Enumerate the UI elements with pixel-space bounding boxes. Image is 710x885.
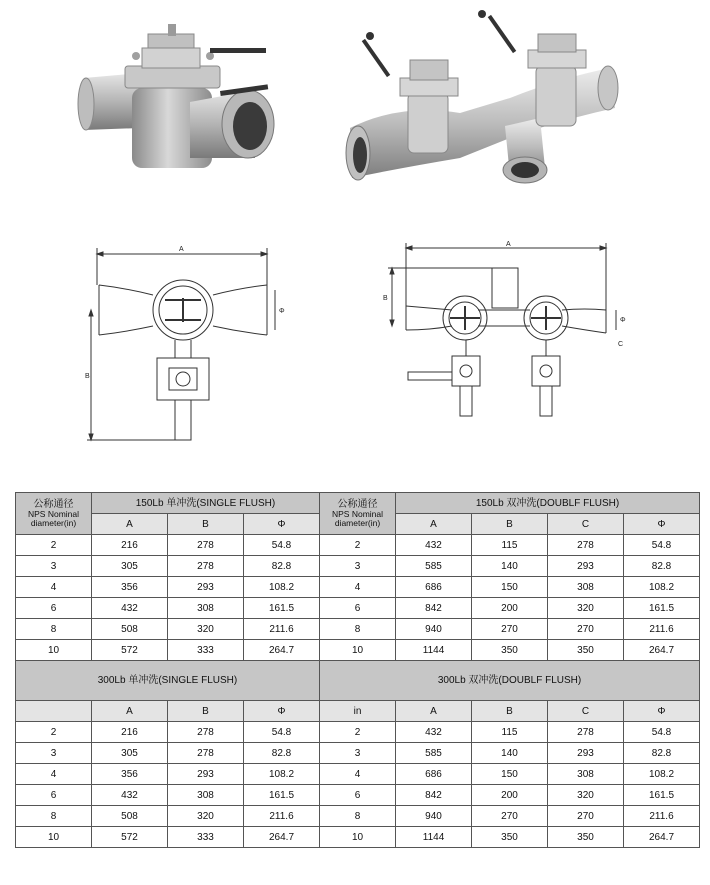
table-cell: 2 <box>320 535 396 556</box>
table-cell: 6 <box>320 785 396 806</box>
table-cell: 508 <box>92 806 168 827</box>
table-cell: 686 <box>396 764 472 785</box>
table-cell: 350 <box>548 640 624 661</box>
col-header: A <box>396 701 472 722</box>
table-cell: 308 <box>168 598 244 619</box>
table-cell: 585 <box>396 743 472 764</box>
table-cell: 333 <box>168 827 244 848</box>
table-cell: 211.6 <box>244 806 320 827</box>
col-header: Φ <box>244 701 320 722</box>
table-cell: 270 <box>472 806 548 827</box>
table-cell: 2 <box>320 722 396 743</box>
table-cell: 264.7 <box>624 640 700 661</box>
table-cell: 350 <box>472 640 548 661</box>
table-row <box>16 806 700 827</box>
table-cell: 82.8 <box>624 556 700 577</box>
table-cell: 4 <box>16 764 92 785</box>
table-row <box>16 577 700 598</box>
table-cell: 6 <box>16 598 92 619</box>
table-row <box>16 827 700 848</box>
col-header: B <box>168 701 244 722</box>
table-cell: 293 <box>168 764 244 785</box>
table-cell: 115 <box>472 722 548 743</box>
table-cell: 82.8 <box>244 556 320 577</box>
table-cell: 356 <box>92 764 168 785</box>
table-cell: 82.8 <box>244 743 320 764</box>
col-header: Φ <box>624 514 700 535</box>
table-cell: 270 <box>472 619 548 640</box>
table-cell: 4 <box>16 577 92 598</box>
table-cell: 4 <box>320 764 396 785</box>
table-cell: 150 <box>472 764 548 785</box>
table-cell: 211.6 <box>244 619 320 640</box>
double-300-title: 300Lb 双冲洗(DOUBLF FLUSH) <box>320 661 700 701</box>
table-cell: 270 <box>548 619 624 640</box>
dim-phi-label: Φ <box>279 308 285 315</box>
double-150-title: 150Lb 双冲洗(DOUBLF FLUSH) <box>396 493 700 514</box>
table-cell: 308 <box>548 577 624 598</box>
table-cell: 161.5 <box>244 785 320 806</box>
table-cell: 278 <box>168 743 244 764</box>
col-header: B <box>472 701 548 722</box>
table-cell: 3 <box>16 743 92 764</box>
double-flush-valve-photo <box>340 8 630 193</box>
table-cell: 320 <box>168 619 244 640</box>
dim-phi-label-double: Φ <box>620 317 626 324</box>
table-cell: 108.2 <box>624 764 700 785</box>
table-cell: 264.7 <box>624 827 700 848</box>
table-row <box>16 743 700 764</box>
table-cell: 10 <box>16 827 92 848</box>
table-row <box>16 764 700 785</box>
table-cell: 10 <box>320 827 396 848</box>
col-header: Φ <box>244 514 320 535</box>
table-subheader-row-300 <box>16 701 700 722</box>
table-cell: 585 <box>396 556 472 577</box>
table-cell: 200 <box>472 598 548 619</box>
table-cell: 940 <box>396 806 472 827</box>
table-cell: 3 <box>320 743 396 764</box>
table-cell: 54.8 <box>624 722 700 743</box>
table-cell: 293 <box>548 743 624 764</box>
table-cell: 278 <box>548 722 624 743</box>
table-cell: 216 <box>92 535 168 556</box>
table-cell: 10 <box>320 640 396 661</box>
table-cell: 8 <box>16 619 92 640</box>
table-cell: 350 <box>472 827 548 848</box>
dimension-spec-table <box>15 492 700 848</box>
table-cell: 1144 <box>396 827 472 848</box>
table-header-row-150 <box>16 493 700 514</box>
col-header: A <box>92 701 168 722</box>
table-cell: 305 <box>92 743 168 764</box>
table-cell: 8 <box>320 806 396 827</box>
table-cell: 686 <box>396 577 472 598</box>
table-cell: 54.8 <box>244 535 320 556</box>
table-cell: 2 <box>16 535 92 556</box>
col-header: C <box>548 701 624 722</box>
table-header-row-300 <box>16 661 700 701</box>
table-cell: 10 <box>16 640 92 661</box>
col-header: B <box>168 514 244 535</box>
table-cell: 432 <box>396 722 472 743</box>
table-row <box>16 598 700 619</box>
col-header: Φ <box>624 701 700 722</box>
table-cell: 161.5 <box>624 785 700 806</box>
table-cell: 108.2 <box>244 764 320 785</box>
table-cell: 320 <box>168 806 244 827</box>
table-cell: 54.8 <box>244 722 320 743</box>
table-cell: 6 <box>16 785 92 806</box>
table-cell: 572 <box>92 640 168 661</box>
table-row <box>16 785 700 806</box>
table-cell: 572 <box>92 827 168 848</box>
col-header: B <box>472 514 548 535</box>
table-cell: 432 <box>396 535 472 556</box>
table-cell: 356 <box>92 577 168 598</box>
table-cell: 4 <box>320 577 396 598</box>
table-cell: 1144 <box>396 640 472 661</box>
table-cell: 2 <box>16 722 92 743</box>
table-cell: 82.8 <box>624 743 700 764</box>
col-header: C <box>548 514 624 535</box>
table-cell: 508 <box>92 619 168 640</box>
table-cell: 278 <box>168 722 244 743</box>
table-cell: 293 <box>548 556 624 577</box>
table-cell: 278 <box>168 556 244 577</box>
dim-c-label-double: C <box>618 341 624 348</box>
single-300-title: 300Lb 单冲洗(SINGLE FLUSH) <box>16 661 320 701</box>
table-cell: 940 <box>396 619 472 640</box>
dim-b-label-double: B <box>383 295 388 302</box>
table-cell: 140 <box>472 743 548 764</box>
table-cell: 320 <box>548 785 624 806</box>
table-cell: 3 <box>16 556 92 577</box>
table-cell: 54.8 <box>624 535 700 556</box>
table-cell: 278 <box>548 535 624 556</box>
table-cell: 108.2 <box>624 577 700 598</box>
table-cell: 264.7 <box>244 640 320 661</box>
table-cell: 115 <box>472 535 548 556</box>
table-cell: 3 <box>320 556 396 577</box>
col-header: A <box>92 514 168 535</box>
dim-b-label: B <box>85 373 90 380</box>
table-cell: 842 <box>396 598 472 619</box>
table-row <box>16 535 700 556</box>
table-cell: 140 <box>472 556 548 577</box>
table-cell: 308 <box>548 764 624 785</box>
single-flush-drawing <box>85 240 305 445</box>
table-cell: 211.6 <box>624 619 700 640</box>
single-flush-valve-photo <box>70 18 280 183</box>
nps-header-double: 公称通径 NPS Nominal diameter(in) <box>320 493 396 535</box>
table-cell: 211.6 <box>624 806 700 827</box>
table-cell: 200 <box>472 785 548 806</box>
table-row <box>16 640 700 661</box>
table-row <box>16 556 700 577</box>
table-cell: 278 <box>168 535 244 556</box>
table-cell: 108.2 <box>244 577 320 598</box>
table-cell: 305 <box>92 556 168 577</box>
table-cell: 320 <box>548 598 624 619</box>
table-cell: 432 <box>92 598 168 619</box>
table-row <box>16 722 700 743</box>
col-header-empty <box>16 701 92 722</box>
table-cell: 161.5 <box>244 598 320 619</box>
col-header: A <box>396 514 472 535</box>
dim-a-label-double: A <box>506 241 511 248</box>
table-cell: 270 <box>548 806 624 827</box>
table-cell: 350 <box>548 827 624 848</box>
table-cell: 264.7 <box>244 827 320 848</box>
table-cell: 216 <box>92 722 168 743</box>
table-cell: 293 <box>168 577 244 598</box>
table-row <box>16 619 700 640</box>
nps-header: 公称通径 NPS Nominal diameter(in) <box>16 493 92 535</box>
table-cell: 432 <box>92 785 168 806</box>
dim-a-label: A <box>179 246 184 253</box>
table-cell: 333 <box>168 640 244 661</box>
table-cell: 150 <box>472 577 548 598</box>
col-header-in: in <box>320 701 396 722</box>
table-cell: 8 <box>320 619 396 640</box>
double-flush-drawing <box>380 238 640 423</box>
table-cell: 6 <box>320 598 396 619</box>
table-cell: 8 <box>16 806 92 827</box>
table-cell: 842 <box>396 785 472 806</box>
table-cell: 308 <box>168 785 244 806</box>
single-150-title: 150Lb 单冲洗(SINGLE FLUSH) <box>92 493 320 514</box>
table-cell: 161.5 <box>624 598 700 619</box>
